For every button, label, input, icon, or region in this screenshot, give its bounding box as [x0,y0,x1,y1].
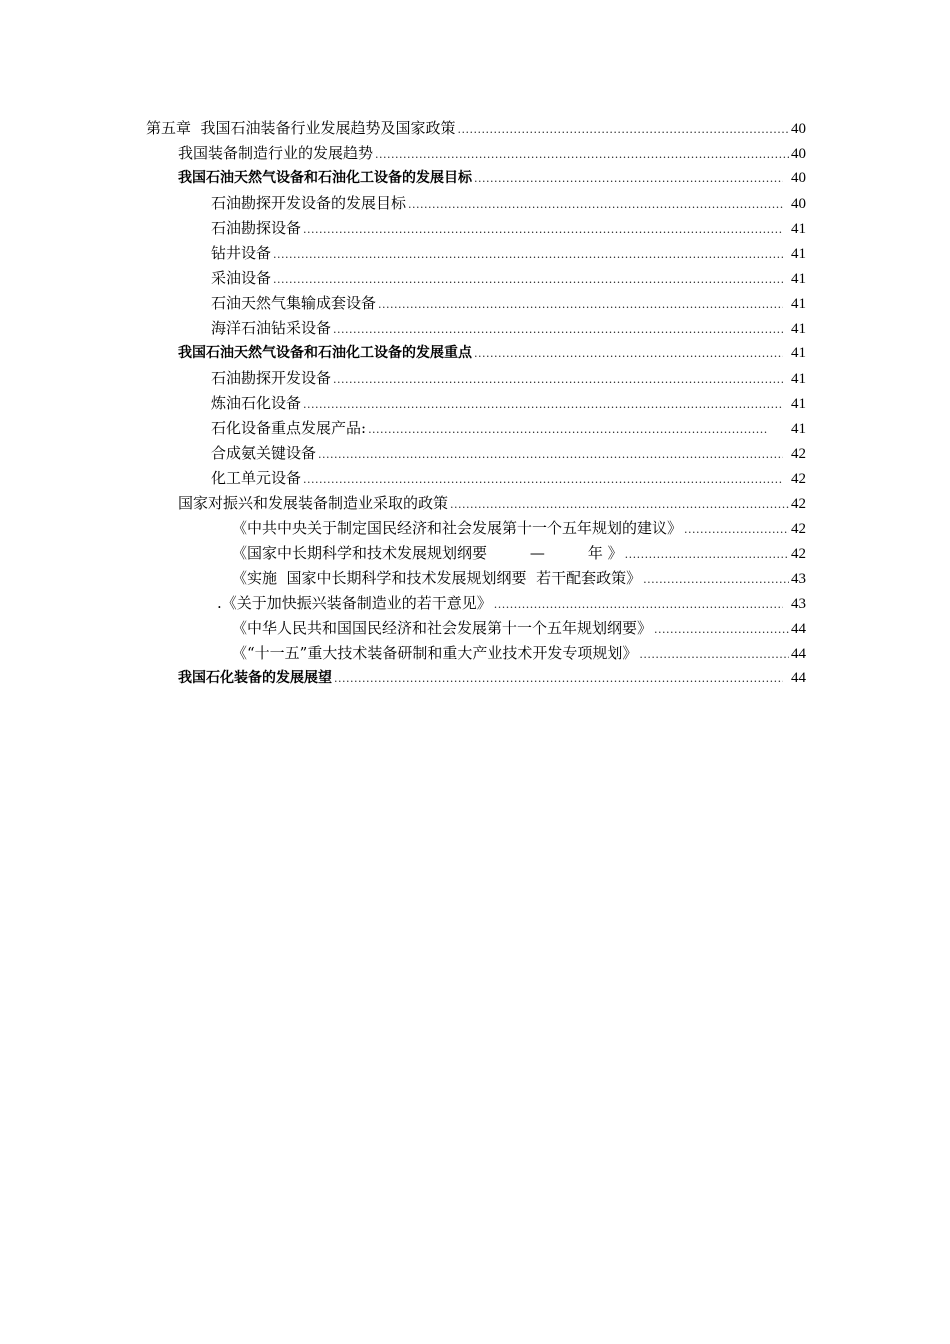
toc-entry[interactable] [0,216,950,241]
toc-entry[interactable] [0,616,950,641]
dot-leader [378,292,783,317]
dot-leader [273,267,783,292]
dot-leader [408,192,783,217]
toc-entry[interactable] [0,141,950,166]
dot-leader [625,542,789,567]
toc-entry-title: 《国家中长期科学和技术发展规划纲要 — 年 》 [232,544,623,562]
toc-entry[interactable] [0,241,950,266]
dot-leader [474,341,783,366]
toc-entry[interactable] [0,466,950,491]
toc-entry-page: 41 [791,421,806,437]
dot-leader [333,317,783,342]
toc-entry-page: 41 [791,321,806,337]
dot-leader [375,142,789,167]
toc-entry[interactable] [0,341,950,366]
toc-entry-page: 42 [791,546,806,562]
toc-entry-title: 石化设备重点发展产品: [211,419,367,437]
toc-entry-page: 41 [791,296,806,312]
toc-entry-title: 我国石油天然气设备和石油化工设备的发展目标 [178,170,472,186]
toc-entry-title: 《中华人民共和国国民经济和社会发展第十一个五年规划纲要》 [232,619,653,637]
toc-entry-page: 41 [791,221,806,237]
dot-leader [654,617,789,642]
toc-entry[interactable] [0,416,950,441]
dot-leader [334,666,783,691]
toc-entry[interactable] [0,291,950,316]
toc-entry[interactable] [0,591,950,616]
table-of-contents [0,116,950,691]
toc-entry-title: 炼油石化设备 [211,394,302,412]
toc-entry-title: .《关于加快振兴装备制造业的若干意见》 [217,594,492,612]
toc-entry-title: 第五章 我国石油装备行业发展趋势及国家政策 [146,119,456,137]
toc-entry-page: 41 [791,396,806,412]
toc-entry-page: 43 [791,571,806,587]
toc-entry-title: 石油勘探开发设备 [211,369,332,387]
toc-entry-title: 石油勘探设备 [211,219,302,237]
toc-entry[interactable] [0,666,950,691]
toc-entry[interactable] [0,541,950,566]
toc-entry-page: 41 [791,246,806,262]
dot-leader [458,117,789,142]
toc-entry-page: 40 [791,121,806,137]
toc-entry-page: 41 [791,345,806,361]
toc-entry-title: 我国石化装备的发展展望 [178,670,332,686]
toc-entry-title: 《“十一五”重大技术装备研制和重大产业技术开发专项规划》 [232,644,638,662]
toc-entry-title: 国家对振兴和发展装备制造业采取的政策 [178,494,449,512]
toc-entry-title: 化工单元设备 [211,469,302,487]
toc-entry-page: 40 [791,170,806,186]
toc-entry[interactable] [0,566,950,591]
toc-entry-title: 钻井设备 [211,244,272,262]
toc-entry[interactable] [0,491,950,516]
dot-leader [639,642,789,667]
toc-entry-title: 《实施 国家中长期科学和技术发展规划纲要 若干配套政策》 [232,569,642,587]
toc-entry-title: 海洋石油钻采设备 [211,319,332,337]
toc-entry-title: 我国装备制造行业的发展趋势 [178,144,374,162]
toc-entry-title: 石油勘探开发设备的发展目标 [211,194,407,212]
toc-entry-page: 42 [791,496,806,512]
toc-entry-title: 我国石油天然气设备和石油化工设备的发展重点 [178,345,472,361]
toc-entry[interactable] [0,366,950,391]
dot-leader [303,217,783,242]
dot-leader [643,567,789,592]
toc-entry-title: 石油天然气集输成套设备 [211,294,377,312]
toc-entry[interactable] [0,641,950,666]
dot-leader [684,517,789,542]
toc-entry-page: 44 [791,670,806,686]
dot-leader [303,392,783,417]
toc-entry[interactable] [0,516,950,541]
dot-leader [494,592,783,617]
toc-entry[interactable] [0,316,950,341]
toc-entry[interactable] [0,266,950,291]
toc-entry-page: 42 [791,521,806,537]
toc-entry-page: 44 [791,621,806,637]
toc-entry[interactable] [0,391,950,416]
toc-entry-page: 40 [791,196,806,212]
toc-entry-page: 44 [791,646,806,662]
dot-leader [450,492,789,517]
toc-entry[interactable] [0,191,950,216]
toc-entry-page: 42 [791,446,806,462]
toc-entry-title: 采油设备 [211,269,272,287]
toc-entry[interactable] [0,166,950,191]
toc-entry-title: 《中共中央关于制定国民经济和社会发展第十一个五年规划的建议》 [232,519,683,537]
toc-entry-page: 43 [791,596,806,612]
toc-entry-page: 41 [791,371,806,387]
dot-leader [303,467,783,492]
dot-leader [333,367,783,392]
dot-leader [273,242,783,267]
toc-entry-chapter-5[interactable] [0,116,950,141]
toc-entry-page: 41 [791,271,806,287]
dot-leader [318,442,783,467]
dot-leader [368,417,767,442]
toc-entry-title: 合成氨关键设备 [211,444,317,462]
dot-leader [474,166,783,191]
toc-entry[interactable] [0,441,950,466]
toc-entry-page: 42 [791,471,806,487]
toc-entry-page: 40 [791,146,806,162]
